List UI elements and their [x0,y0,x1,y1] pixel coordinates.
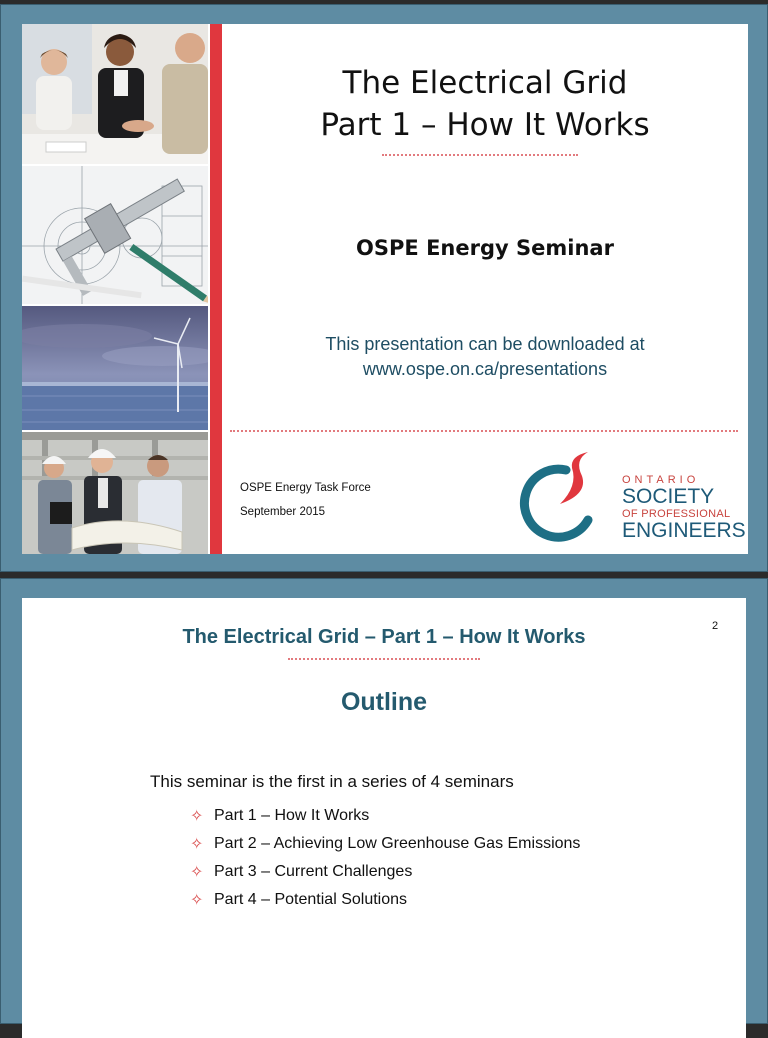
red-accent-bar [210,24,222,554]
ospe-logo-icon [508,446,608,546]
engineers-hardhats-photo [22,432,208,554]
list-item: ✧ Part 1 – How It Works [190,807,370,825]
wind-turbine-photo [22,306,208,430]
download-note [222,332,748,382]
slide-2-header: The Electrical Grid – Part 1 – How It Works [182,626,586,648]
page-number: 2 [712,620,719,632]
technical-drawing-photo [22,166,208,304]
four-point-star-icon: ✧ [190,892,204,909]
logo-engineers: ENGINEERS [622,519,746,542]
download-url: www.ospe.on.ca/presentations [362,359,608,379]
header-dotted-divider [288,658,480,660]
title-slide [22,24,748,554]
slide-1-frame [0,4,768,572]
outline-slide [22,598,746,1038]
intro-text: This seminar is the first in a series of 4 seminars [150,772,514,791]
business-meeting-photo [22,24,208,164]
list-item: ✧ Part 2 – Achieving Low Greenhouse Gas Emissions [190,835,581,853]
logo-ontario: ONTARIO [622,474,700,486]
outline-heading: Outline [340,688,428,716]
download-text: This presentation can be downloaded at [325,334,645,354]
four-point-star-icon: ✧ [190,808,204,825]
task-force-label: OSPE Energy Task Force [240,482,371,494]
four-point-star-icon: ✧ [190,864,204,881]
ospe-wordmark [622,474,746,542]
presentation-date: September 2015 [240,506,326,518]
logo-of-professional: OF PROFESSIONAL [622,508,731,520]
logo-society: SOCIETY [622,485,715,508]
title-line-1: The Electrical Grid [342,65,628,101]
section-dotted-divider [230,430,738,432]
title-dotted-divider [382,154,578,156]
title-line-2: Part 1 – How It Works [320,107,650,143]
slide-title [222,62,748,146]
list-item: ✧ Part 4 – Potential Solutions [190,891,408,909]
slide-2-frame [0,578,768,1024]
seminar-parts-list [190,802,580,914]
four-point-star-icon: ✧ [190,836,204,853]
seminar-subtitle: OSPE Energy Seminar [356,236,614,260]
list-item: ✧ Part 3 – Current Challenges [190,863,413,881]
photo-column [22,24,208,554]
